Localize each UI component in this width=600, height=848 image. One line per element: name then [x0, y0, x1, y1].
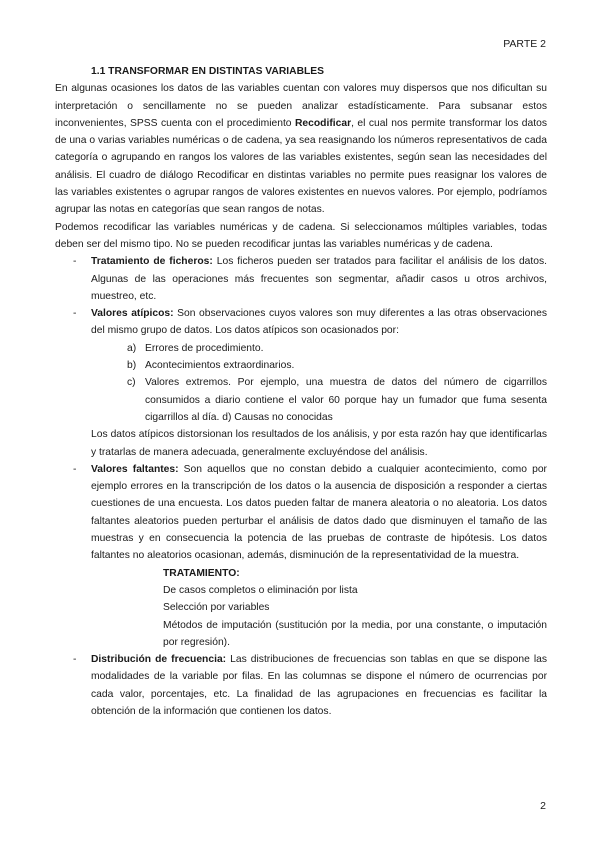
- list-item-ficheros: [55, 253, 547, 305]
- intro-text-2: , el cual nos permite transformar los datos de una o varias variables numéricas o de cadena, ya sea reasignando los números representativos de cada categoría o agrupando en rangos los valores de las variables existentes, según sean las necesidades del análisis. El cuadro de diálogo Recodificar en distintas variables no permite pues reasignar los valores de las variables existentes o agrupar rangos de valores existentes en nuevos valores. Por ejemplo, podríamos agrupar las notas en categorías que sean rangos de notas.: [55, 117, 547, 216]
- second-paragraph: Podemos recodificar las variables numéricas y de cadena. Si seleccionamos múltiples variables, todas deben ser del mismo tipo. No se pueden recodificar juntas las variables numéricas y de cadena.: [55, 221, 547, 250]
- intro-paragraph: [55, 80, 547, 218]
- cause-text: Acontecimientos extraordinarios.: [145, 360, 295, 372]
- page-header: PARTE 2: [503, 38, 546, 50]
- cause-marker: a): [127, 342, 137, 354]
- cause-item: [127, 357, 547, 374]
- term-faltantes: Valores faltantes:: [91, 463, 179, 475]
- treatment-line: Métodos de imputación (sustitución por la media, por una constante, o imputación por regresión).: [163, 619, 547, 648]
- text-ficheros: Los ficheros pueden ser tratados para facilitar el análisis de los datos. Algunas de las operaciones más frecuentes son segmentar, añadir casos u otros archivos, muestreo, etc.: [91, 256, 547, 302]
- topic-list: [55, 253, 547, 426]
- treatment-block: [91, 565, 547, 651]
- page-number: 2: [540, 800, 546, 812]
- cause-item: [127, 374, 547, 426]
- atipicos-note: Los datos atípicos distorsionan los resultados de los análisis, y por esta razón hay que identificarlas y tratarlas de manera adecuada, generalmente excluyéndose del análisis.: [91, 429, 547, 458]
- list-item-atipicos: [55, 305, 547, 426]
- cause-text: Errores de procedimiento.: [145, 342, 264, 354]
- cause-marker: c): [127, 377, 136, 389]
- text-frecuencia: Las distribuciones de frecuencias son tablas en que se dispone las modalidades de la variable por filas. En las columnas se dispone el número de ocurrencias por cada valor, porcentajes, etc. La finalidad de las agrupaciones en frecuencias es facilitar la obtención de la información que contienen los datos.: [91, 654, 547, 717]
- cause-marker: b): [127, 360, 137, 372]
- cause-item: [127, 340, 547, 357]
- text-faltantes: Son aquellos que no constan debido a cualquier acontecimiento, como por ejemplo errores en la transcripción de los datos o la ausencia de disposición a responder a ciertas cuestiones de una encuesta. Los datos pueden faltar de manera aleatoria o no aleatoria. Los datos faltantes aleatorios pueden perturbar el análisis de datos dado que disminuyen el tamaño de las muestras y en consecuencia la potencia de las pruebas de contraste de hipótesis. Los datos faltantes no aleatorios ocasionan, además, disminución de la representatividad de la muestra.: [91, 463, 547, 562]
- topic-list-continued: [55, 461, 547, 720]
- treatment-title: TRATAMIENTO:: [163, 567, 240, 579]
- treatment-line: Selección por variables: [163, 602, 270, 614]
- causes-list: [91, 340, 547, 426]
- intro-text-1: En algunas ocasiones los datos de las variables cuentan con valores muy dispersos que nos dificultan su interpretación o sencillamente no se pueden analizar estadísticamente. Para subsanar estos inconvenientes, SPSS cuenta con el procedimiento: [55, 83, 547, 129]
- intro-bold-term: Recodificar: [295, 117, 352, 129]
- term-atipicos: Valores atípicos:: [91, 308, 174, 320]
- list-item-faltantes: [55, 461, 547, 651]
- list-item-frecuencia: [55, 651, 547, 720]
- section-title: 1.1 TRANSFORMAR EN DISTINTAS VARIABLES: [91, 66, 325, 77]
- treatment-line: De casos completos o eliminación por lista: [163, 584, 358, 596]
- term-ficheros: Tratamiento de ficheros:: [91, 256, 213, 268]
- term-frecuencia: Distribución de frecuencia:: [91, 654, 227, 666]
- page-content: [55, 63, 547, 720]
- text-atipicos: Son observaciones cuyos valores son muy diferentes a las otras observaciones del mismo grupo de datos. Los datos atípicos son ocasionados por:: [91, 308, 547, 337]
- cause-text: Valores extremos. Por ejemplo, una muestra de datos del número de cigarrillos consumidos a diario contiene el valor 60 porque hay un fumador que fuma sesenta cigarrillos al día. d) Causas no conocidas: [145, 377, 547, 423]
